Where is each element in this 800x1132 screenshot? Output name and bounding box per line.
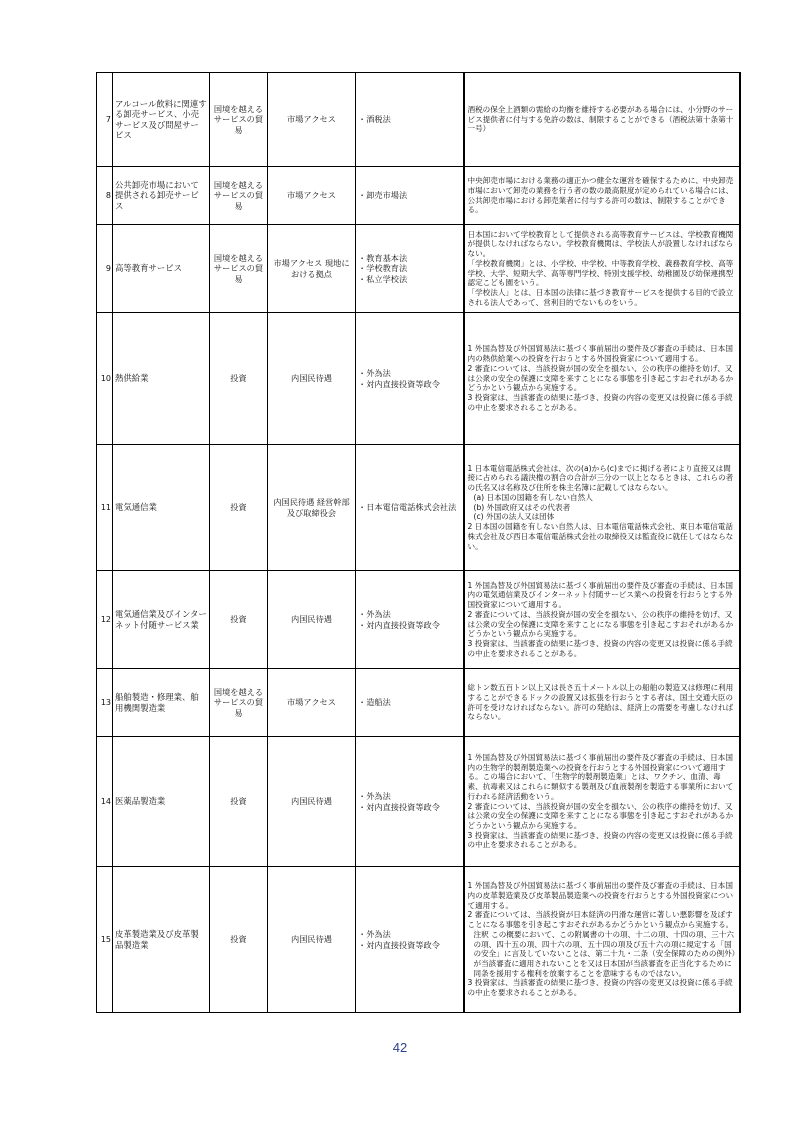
description-paragraph: 1 外国為替及び外国貿易法に基づく事前届出の要件及び審査の手続は、日本国内の電気通信業及びインターネット付随サービス業への投資を行おうとする外国投資家について適用する。 [467, 580, 733, 610]
sector-cell: アルコール飲料に関連する卸売サービス、小売サービス及び問屋サービス [113, 73, 210, 167]
description-cell [464, 73, 740, 167]
description-paragraph: 1 外国為替及び外国貿易法に基づく事前届出の要件及び審査の手続は、日本国内の皮革製造業及び皮革製品製造業への投資を行おうとする外国投資家について適用する。 [467, 881, 734, 910]
description-paragraph: 「学校教育機関」とは、小学校、中学校、中等教育学校、義務教育学校、高等学校、大学、短期大学、高等専門学校、特別支援学校、幼稚園及び幼保連携型認定こども園をいう。 [467, 258, 734, 288]
law-cell [356, 571, 464, 669]
description-paragraph: 3 投資家は、当該審査の結果に基づき、投資の内容の変更又は投資に係る手続の中止を要求されることがある。 [467, 978, 733, 998]
sector-cell: 船舶製造・修理業、舶用機関製造業 [113, 669, 210, 737]
measure-cell: 内国民待遇 [268, 313, 356, 445]
row-number: 14 [97, 737, 113, 867]
description-paragraph: 「学校法人」とは、日本国の法律に基づき教育サービスを提供する目的で設立される法人であって、営利目的でないものをいう。 [467, 287, 734, 307]
description-cell [464, 867, 740, 1013]
description-cell [464, 225, 740, 313]
description-paragraph: 3 投資家は、当該審査の結果に基づき、投資の内容の変更又は投資に係る手続の中止を要求されることがある。 [467, 393, 733, 412]
sector-cell: 高等教育サービス [113, 225, 210, 313]
table-row [97, 669, 740, 737]
obligation-cell: 国境を越えるサービスの貿易 [210, 669, 268, 737]
row-number: 7 [97, 73, 113, 167]
description-paragraph: 酒税の保全上酒類の需給の均衡を維持する必要がある場合には、小分野のサービス提供者に付与する免許の数は、制限することができる（酒税法第十条第十一号） [467, 104, 734, 134]
description-paragraph: (a) 日本国の国籍を有しない自然人 [473, 492, 593, 502]
description-paragraph: 1 外国為替及び外国貿易法に基づく事前届出の要件及び審査の手続は、日本国内の熱供給業への投資を行おうとする外国投資家について適用する。 [467, 344, 733, 364]
law-item: ・卸売市場法 [358, 190, 408, 201]
obligation-cell: 投資 [210, 867, 268, 1013]
row-number: 11 [97, 445, 113, 571]
description-cell [464, 167, 740, 225]
table-body [97, 73, 740, 1013]
measure-cell: 市場アクセス 現地における拠点 [268, 225, 356, 313]
description-paragraph: 2 審査については、当該投資が国の安全を損ない、公の秩序の維持を妨げ、又は公衆の安全の保護に支障を来すことになる事態を引き起こすおそれがあるかどうかという観点から実施する。 [467, 609, 734, 639]
table-row [97, 867, 740, 1013]
obligation-cell: 投資 [210, 313, 268, 445]
description-paragraph: 3 投資家は、当該審査の結果に基づき、投資の内容の変更又は投資に係る手続の中止を要求されることがある。 [467, 830, 733, 850]
measure-cell: 市場アクセス [268, 669, 356, 737]
description-paragraph: 3 投資家は、当該審査の結果に基づき、投資の内容の変更又は投資に係る手続の中止を要求されることがある。 [467, 638, 733, 658]
law-item: ・対内直接投資等政令 [358, 801, 440, 812]
table-row [97, 571, 740, 669]
law-item: ・外為法 [358, 609, 391, 620]
law-item: ・対内直接投資等政令 [358, 619, 440, 630]
law-item: ・対内直接投資等政令 [358, 378, 440, 389]
law-cell [356, 73, 464, 167]
obligation-cell: 投資 [210, 445, 268, 571]
description-cell [464, 313, 740, 445]
table-row [97, 737, 740, 867]
law-cell [356, 737, 464, 867]
sector-cell: 電気通信業及びインターネット付随サービス業 [113, 571, 210, 669]
measure-cell: 内国民待遇 経営幹部及び取締役会 [268, 445, 356, 571]
law-item: ・外為法 [358, 929, 391, 940]
obligation-cell: 国境を越えるサービスの貿易 [210, 167, 268, 225]
measure-cell: 内国民待遇 [268, 867, 356, 1013]
sector-cell: 公共卸売市場において提供される卸売サービス [113, 167, 210, 225]
description-cell [464, 669, 740, 737]
row-number: 12 [97, 571, 113, 669]
row-number: 15 [97, 867, 113, 1013]
description-cell [464, 571, 740, 669]
obligation-cell: 投資 [210, 571, 268, 669]
table-row [97, 313, 740, 445]
law-item: ・学校教育法 [358, 263, 408, 274]
description-cell [464, 445, 740, 571]
law-cell [356, 669, 464, 737]
law-item: ・教育基本法 [358, 253, 408, 264]
measure-cell: 市場アクセス [268, 167, 356, 225]
description-paragraph: 総トン数五百トン以上又は長さ五十メートル以上の船舶の製造又は修理に利用することができるドックの設置又は拡張を行おうとする者は、国土交通大臣の許可を受けなければならない。許可の発給は、経済上の需要を考慮しなければならない。 [467, 683, 734, 722]
row-number: 9 [97, 225, 113, 313]
law-item: ・酒税法 [358, 114, 391, 125]
description-cell [464, 737, 740, 867]
description-paragraph: 1 外国為替及び外国貿易法に基づく事前届出の要件及び審査の手続は、日本国内の生物学的製剤製造業への投資を行おうとする外国投資家について適用する。この場合において、「生物学的製剤製造業」とは、ワクチン、血清、毒素、抗毒素又はこれらに類似する製剤及び血液製剤を製造する事業所において行われる経済活動をいう。 [467, 752, 734, 801]
law-item: ・外為法 [358, 791, 391, 802]
row-number: 8 [97, 167, 113, 225]
row-number: 13 [97, 669, 113, 737]
sector-cell: 電気通信業 [113, 445, 210, 571]
description-paragraph: 2 審査については、当該投資が国の安全を損ない、公の秩序の維持を妨げ、又は公衆の安全の保護に支障を来すことになる事態を引き起こすおそれがあるかどうかという観点から実施する。 [467, 363, 734, 393]
law-item: ・造船法 [358, 697, 391, 708]
description-paragraph: 1 日本電信電話株式会社は、次の(a)から(c)までに掲げる者により直接又は間接に占められる議決権の割合の合計が三分の一以上となるときは、これらの者の氏名又は名称及び住所を株主名簿に記載してはならない。 [467, 463, 734, 493]
law-item: ・私立学校法 [358, 273, 408, 284]
table-row [97, 445, 740, 571]
reservation-table [96, 72, 741, 1013]
law-cell [356, 313, 464, 445]
law-item: ・日本電信電話株式会社法 [358, 502, 457, 513]
description-paragraph: 日本国において学校教育として提供される高等教育サービスは、学校教育機関が提供しなければならない。学校教育機関は、学校法人が設置しなければならない。 [467, 229, 734, 259]
description-paragraph: (b) 外国政府又はその代表者 [473, 502, 571, 512]
obligation-cell: 国境を越えるサービスの貿易 [210, 225, 268, 313]
law-cell [356, 167, 464, 225]
description-paragraph: 2 審査については、当該投資が国の安全を損ない、公の秩序の維持を妨げ、又は公衆の安全の保護に支障を来すことになる事態を引き起こすおそれがあるかどうかという観点から実施する。 [467, 801, 734, 830]
page-number: 42 [392, 1040, 408, 1055]
description-paragraph: 2 審査については、当該投資が日本経済の円滑な運営に著しい悪影響を及ぼすことになる事態を引き起こすおそれがあるかどうかという観点から実施する。 [467, 910, 734, 930]
table-row [97, 225, 740, 313]
sector-cell: 熱供給業 [113, 313, 210, 445]
law-cell [356, 225, 464, 313]
description-paragraph: (c) 外国の法人又は団体 [473, 512, 555, 522]
table-row [97, 73, 740, 167]
law-cell [356, 445, 464, 571]
measure-cell: 市場アクセス [268, 73, 356, 167]
obligation-cell: 投資 [210, 737, 268, 867]
law-cell [356, 867, 464, 1013]
description-paragraph: 注釈 この概要において、この附属書の十の項、十二の項、十四の項、三十六の項、四十五の項、四十六の項、五十四の項及び五十六の項に規定する「国の安全」に言及していないことは、第二十九・二条（安全保障のための例外）が当該審査に適用されないことを又は日本国が当該審査を正当化するために同条を援用する権利を放棄することを意味するものではない。 [473, 929, 736, 978]
measure-cell: 内国民待遇 [268, 737, 356, 867]
sector-cell: 医薬品製造業 [113, 737, 210, 867]
sector-cell: 皮革製造業及び皮革製品製造業 [113, 867, 210, 1013]
table-row [97, 167, 740, 225]
obligation-cell: 国境を越えるサービスの貿易 [210, 73, 268, 167]
row-number: 10 [97, 313, 113, 445]
law-item: ・外為法 [358, 368, 391, 379]
measure-cell: 内国民待遇 [268, 571, 356, 669]
description-paragraph: 2 日本国の国籍を有しない自然人は、日本電信電話株式会社、東日本電信電話株式会社及び西日本電信電話株式会社の取締役又は監査役に就任してはならない。 [467, 522, 734, 551]
law-item: ・対内直接投資等政令 [358, 939, 440, 950]
description-paragraph: 中央卸売市場における業務の適正かつ健全な運営を確保するために、中央卸売市場において卸売の業務を行う者の数の最高限度が定められている場合には、公共卸売市場における卸売業者に付与する許可の数は、制限することができる。 [467, 176, 734, 215]
